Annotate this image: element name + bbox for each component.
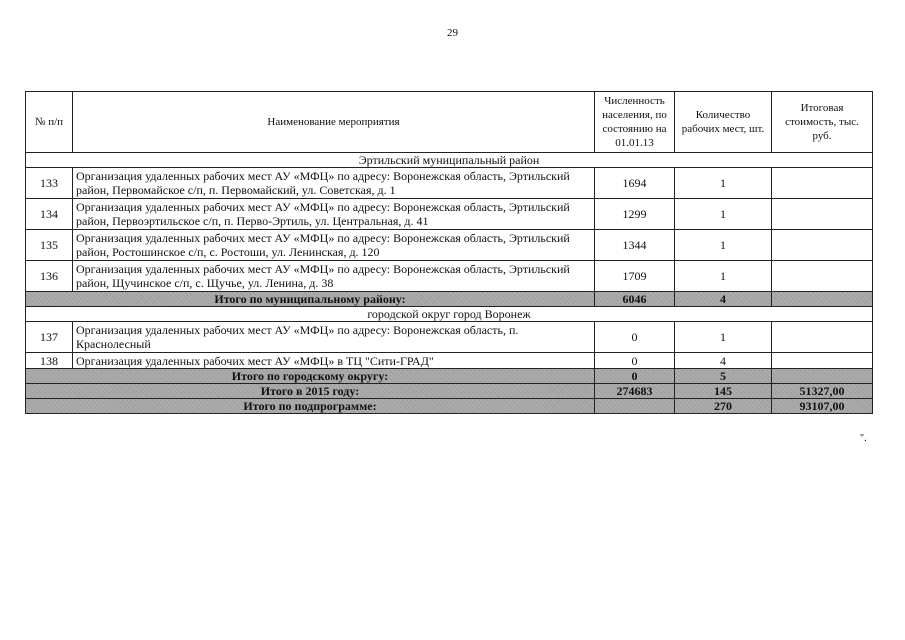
row-name: Организация удаленных рабочих мест АУ «МФЦ» по адресу: Воронежская область, п. Краснолесный: [73, 322, 595, 353]
program-table: [25, 91, 873, 414]
table-header-row: [26, 92, 873, 153]
row-population: 1694: [595, 168, 675, 199]
page-number: 29: [447, 27, 458, 39]
header-population: Численность населения, по состоянию на 01.01.13: [595, 92, 675, 153]
row-cost: [772, 230, 873, 261]
program-total-label: Итого по подпрограмме:: [26, 399, 595, 414]
row-workplaces: 1: [675, 322, 772, 353]
section-total-population: 0: [595, 369, 675, 384]
row-num: 136: [26, 261, 73, 292]
year-total-cost: 51327,00: [772, 384, 873, 399]
row-num: 138: [26, 353, 73, 369]
row-cost: [772, 261, 873, 292]
row-population: 1344: [595, 230, 675, 261]
table-row: [26, 230, 873, 261]
row-cost: [772, 322, 873, 353]
section-total-cost: [772, 292, 873, 307]
section-total-population: 6046: [595, 292, 675, 307]
row-population: 1299: [595, 199, 675, 230]
table-row: [26, 353, 873, 369]
row-cost: [772, 353, 873, 369]
program-total-row: [26, 399, 873, 414]
row-cost: [772, 168, 873, 199]
header-cost: Итоговая стоимость, тыс. руб.: [772, 92, 873, 153]
row-workplaces: 1: [675, 199, 772, 230]
closing-quote-mark: ".: [860, 433, 867, 444]
table-row: [26, 261, 873, 292]
row-num: 134: [26, 199, 73, 230]
table-row: [26, 168, 873, 199]
section-title: городской округ город Воронеж: [26, 307, 873, 322]
header-num: № п/п: [26, 92, 73, 153]
section-title-row: [26, 307, 873, 322]
table-row: [26, 322, 873, 353]
year-total-label: Итого в 2015 году:: [26, 384, 595, 399]
section-total-workplaces: 5: [675, 369, 772, 384]
row-workplaces: 1: [675, 230, 772, 261]
table-row: [26, 199, 873, 230]
row-population: 0: [595, 322, 675, 353]
row-workplaces: 1: [675, 168, 772, 199]
year-total-workplaces: 145: [675, 384, 772, 399]
row-workplaces: 1: [675, 261, 772, 292]
year-total-population: 274683: [595, 384, 675, 399]
section-total-cost: [772, 369, 873, 384]
row-num: 137: [26, 322, 73, 353]
section-title: Эртильский муниципальный район: [26, 153, 873, 168]
header-workplaces: Количество рабочих мест, шт.: [675, 92, 772, 153]
row-workplaces: 4: [675, 353, 772, 369]
row-population: 0: [595, 353, 675, 369]
section-total-label: Итого по городскому округу:: [26, 369, 595, 384]
row-cost: [772, 199, 873, 230]
year-total-row: [26, 384, 873, 399]
row-name: Организация удаленных рабочих мест АУ «МФЦ» по адресу: Воронежская область, Эртильский район, Первоэртильское с/п, п. Перво-Эртиль, ул. Центральная, д. 41: [73, 199, 595, 230]
row-name: Организация удаленных рабочих мест АУ «МФЦ» в ТЦ "Сити-ГРАД": [73, 353, 595, 369]
row-name: Организация удаленных рабочих мест АУ «МФЦ» по адресу: Воронежская область, Эртильский район, Ростошинское с/п, с. Ростоши, ул. Ленинская, д. 120: [73, 230, 595, 261]
row-population: 1709: [595, 261, 675, 292]
program-total-cost: 93107,00: [772, 399, 873, 414]
row-num: 135: [26, 230, 73, 261]
row-name: Организация удаленных рабочих мест АУ «МФЦ» по адресу: Воронежская область, Эртильский район, Щучинское с/п, с. Щучье, ул. Ленина, д. 38: [73, 261, 595, 292]
section-total-row: [26, 292, 873, 307]
section-total-label: Итого по муниципальному району:: [26, 292, 595, 307]
row-name: Организация удаленных рабочих мест АУ «МФЦ» по адресу: Воронежская область, Эртильский район, Первомайское с/п, п. Первомайский, ул. Советская, д. 1: [73, 168, 595, 199]
row-num: 133: [26, 168, 73, 199]
header-name: Наименование мероприятия: [73, 92, 595, 153]
section-total-workplaces: 4: [675, 292, 772, 307]
section-title-row: [26, 153, 873, 168]
program-total-population: [595, 399, 675, 414]
program-total-workplaces: 270: [675, 399, 772, 414]
section-total-row: [26, 369, 873, 384]
